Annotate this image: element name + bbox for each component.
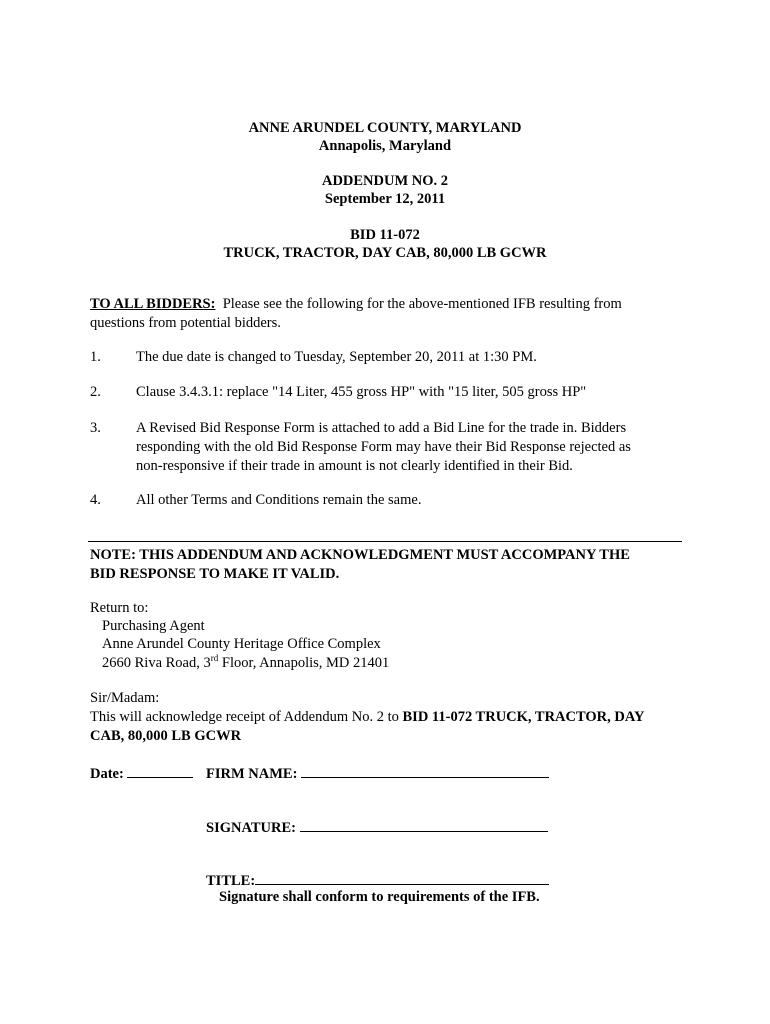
address-ordinal: rd [210,653,219,664]
date-label: Date: [90,766,124,782]
acknowledgment-bid-line1: BID 11-072 TRUCK, TRACTOR, DAY [402,709,645,725]
item-2-text: Clause 3.4.3.1: replace "14 Liter, 455 gross HP" with "15 liter, 505 gross HP" [136,384,587,400]
intro-text-line1: Please see the following for the above-mentioned IFB resulting from [222,296,622,312]
date-field-row [90,763,193,784]
acknowledgment-line1 [90,708,710,727]
item-2-number: 2. [90,384,101,400]
item-3-text-line3: non-responsive if their trade in amount is not clearly identified in their Bid. [136,458,573,474]
address-part-b: Floor, Annapolis, MD 21401 [218,655,390,671]
signature-label: SIGNATURE: [206,820,296,836]
intro-lead: TO ALL BIDDERS: [90,296,216,312]
title-blank[interactable] [255,870,549,885]
addendum-heading: ADDENDUM NO. 2 [321,173,449,189]
date-blank[interactable] [127,763,193,778]
firm-name-blank[interactable] [301,763,549,778]
note-line1: NOTE: THIS ADDENDUM AND ACKNOWLEDGMENT MUST ACCOMPANY THE [90,547,630,563]
item-1-number: 1. [90,349,101,365]
acknowledgment-bid-line2: CAB, 80,000 LB GCWR [90,728,242,744]
county-heading: ANNE ARUNDEL COUNTY, MARYLAND [248,120,522,136]
signature-row [206,817,548,838]
address-part-a: 2660 Riva Road, 3 [102,655,211,671]
intro-text-line2: questions from potential bidders. [90,315,281,331]
signature-blank[interactable] [300,817,548,832]
bid-title: TRUCK, TRACTOR, DAY CAB, 80,000 LB GCWR [223,245,547,261]
signature-requirement-note: Signature shall conform to requirements of the IFB. [219,889,540,905]
note-line2: BID RESPONSE TO MAKE IT VALID. [90,566,340,582]
item-4-number: 4. [90,492,101,508]
section-divider [88,541,682,542]
return-to-building: Anne Arundel County Heritage Office Complex [102,636,381,652]
return-to-label: Return to: [90,600,149,616]
bid-number: BID 11-072 [350,227,420,243]
firm-name-row [206,763,549,784]
return-to-address [102,654,389,673]
item-4-text: All other Terms and Conditions remain the same. [136,492,422,508]
item-3-text-line1: A Revised Bid Response Form is attached to add a Bid Line for the trade in. Bidders [136,420,627,436]
item-1-text: The due date is changed to Tuesday, September 20, 2011 at 1:30 PM. [136,349,537,365]
intro-paragraph [90,295,690,314]
city-heading: Annapolis, Maryland [318,138,452,154]
salutation: Sir/Madam: [90,690,160,706]
item-3-number: 3. [90,420,101,436]
firm-name-label: FIRM NAME: [206,766,298,782]
addendum-date: September 12, 2011 [324,191,446,207]
title-label: TITLE: [206,873,256,889]
acknowledgment-text: This will acknowledge receipt of Addendum No. 2 to [90,709,403,725]
item-3-text-line2: responding with the old Bid Response Form may have their Bid Response rejected as [136,439,631,455]
return-to-recipient: Purchasing Agent [102,618,205,634]
